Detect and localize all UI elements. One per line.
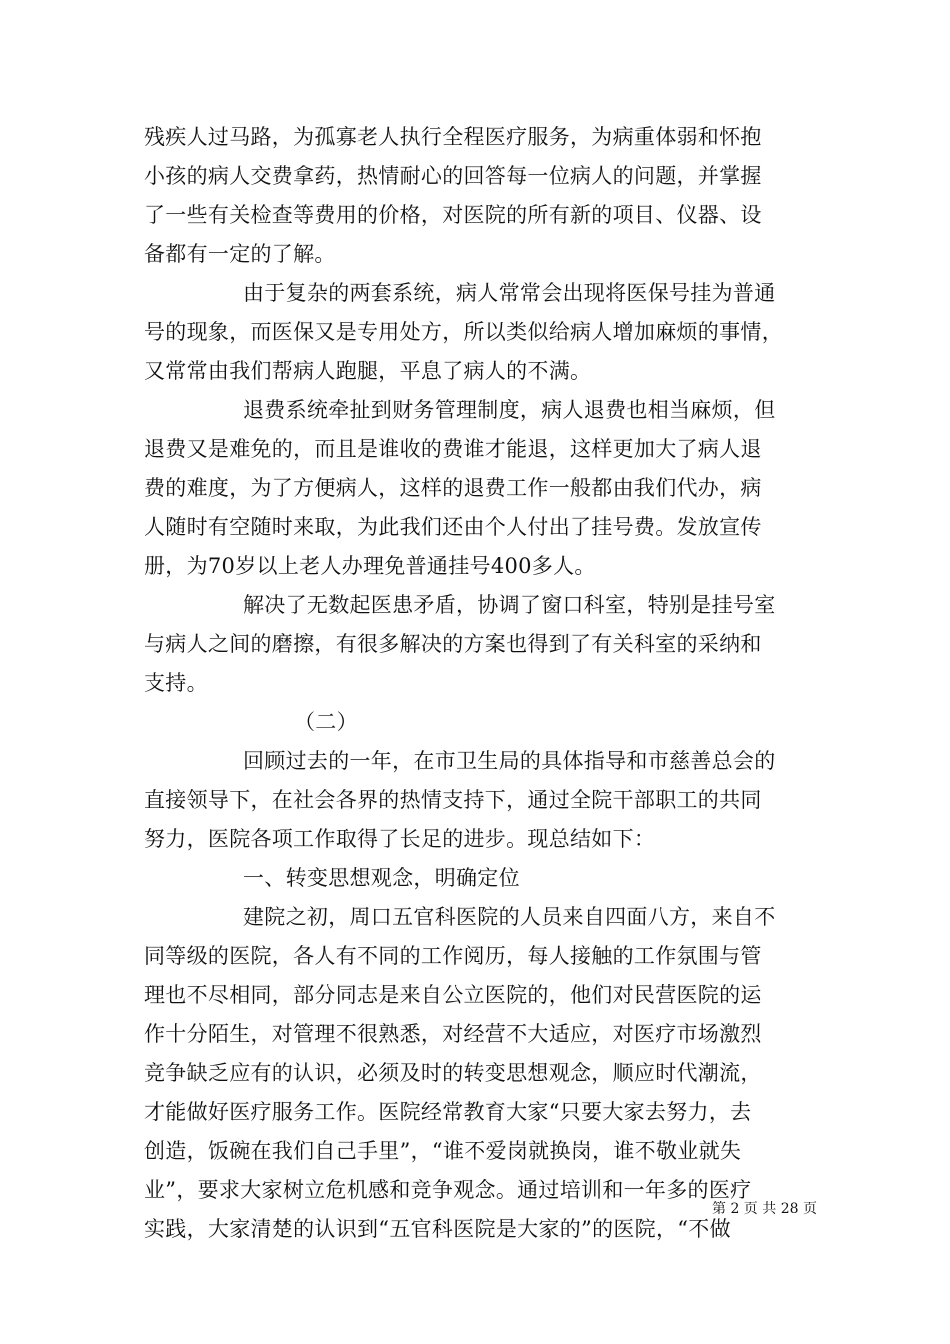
paragraph-line: 费的难度，为了方便病人，这样的退费工作一般都由我们代办，病 xyxy=(144,476,762,500)
paragraph-line: 业”，要求大家树立危机感和竞争观念。通过培训和一年多的医疗 xyxy=(144,1178,752,1202)
subsection-heading: 一、转变思想观念，明确定位 xyxy=(243,866,520,890)
paragraph-line: 残疾人过马路，为孤寡老人执行全程医疗服务，为病重体弱和怀抱 xyxy=(144,125,762,149)
paragraph-line: 册，为70岁以上老人办理免普通挂号400多人。 xyxy=(144,554,596,578)
paragraph-line: 支持。 xyxy=(144,671,208,695)
paragraph-line: 努力，医院各项工作取得了长足的进步。现总结如下： xyxy=(144,827,656,851)
paragraph-line: 与病人之间的磨擦，有很多解决的方案也得到了有关科室的采纳和 xyxy=(144,632,762,656)
paragraph-line: 作十分陌生，对管理不很熟悉，对经营不大适应，对医疗市场激烈 xyxy=(144,1022,762,1046)
paragraph-line: 号的现象，而医保又是专用处方，所以类似给病人增加麻烦的事情， xyxy=(144,320,783,344)
paragraph-line: 创造，饭碗在我们自己手里”，“谁不爱岗就换岗，谁不敬业就失 xyxy=(144,1139,742,1163)
paragraph-line: 退费又是难免的，而且是谁收的费谁才能退，这样更加大了病人退 xyxy=(144,437,762,461)
paragraph-line: 解决了无数起医患矛盾，协调了窗口科室，特别是挂号室 xyxy=(243,593,776,617)
paragraph-line: 直接领导下，在社会各界的热情支持下，通过全院干部职工的共同 xyxy=(144,788,762,812)
body-text xyxy=(144,118,814,1249)
page-number: 第 2 页 共 28 页 xyxy=(712,1201,817,1217)
paragraph-line: 了一些有关检查等费用的价格，对医院的所有新的项目、仪器、设 xyxy=(144,203,762,227)
paragraph-line: 又常常由我们帮病人跑腿，平息了病人的不满。 xyxy=(144,359,592,383)
paragraph-line: 人随时有空随时来取，为此我们还由个人付出了挂号费。发放宣传 xyxy=(144,515,762,539)
paragraph-line: 小孩的病人交费拿药，热情耐心的回答每一位病人的问题，并掌握 xyxy=(144,164,762,188)
paragraph-line: 回顾过去的一年，在市卫生局的具体指导和市慈善总会的 xyxy=(243,749,776,773)
paragraph-line: 才能做好医疗服务工作。医院经常教育大家“只要大家去努力，去 xyxy=(144,1100,752,1124)
paragraph-line: 建院之初，周口五官科医院的人员来自四面八方，来自不 xyxy=(243,905,776,929)
section-heading: （二） xyxy=(294,710,358,734)
paragraph-line: 竞争缺乏应有的认识，必须及时的转变思想观念，顺应时代潮流， xyxy=(144,1061,762,1085)
paragraph-line: 由于复杂的两套系统，病人常常会出现将医保号挂为普通 xyxy=(243,281,776,305)
paragraph-line: 同等级的医院，各人有不同的工作阅历，每人接触的工作氛围与管 xyxy=(144,944,762,968)
paragraph-line: 备都有一定的了解。 xyxy=(144,242,336,266)
paragraph-line: 理也不尽相同，部分同志是来自公立医院的，他们对民营医院的运 xyxy=(144,983,762,1007)
paragraph-line: 退费系统牵扯到财务管理制度，病人退费也相当麻烦，但 xyxy=(243,398,776,422)
paragraph-line: 实践，大家清楚的认识到“五官科医院是大家的”的医院，“不做 xyxy=(144,1217,731,1241)
